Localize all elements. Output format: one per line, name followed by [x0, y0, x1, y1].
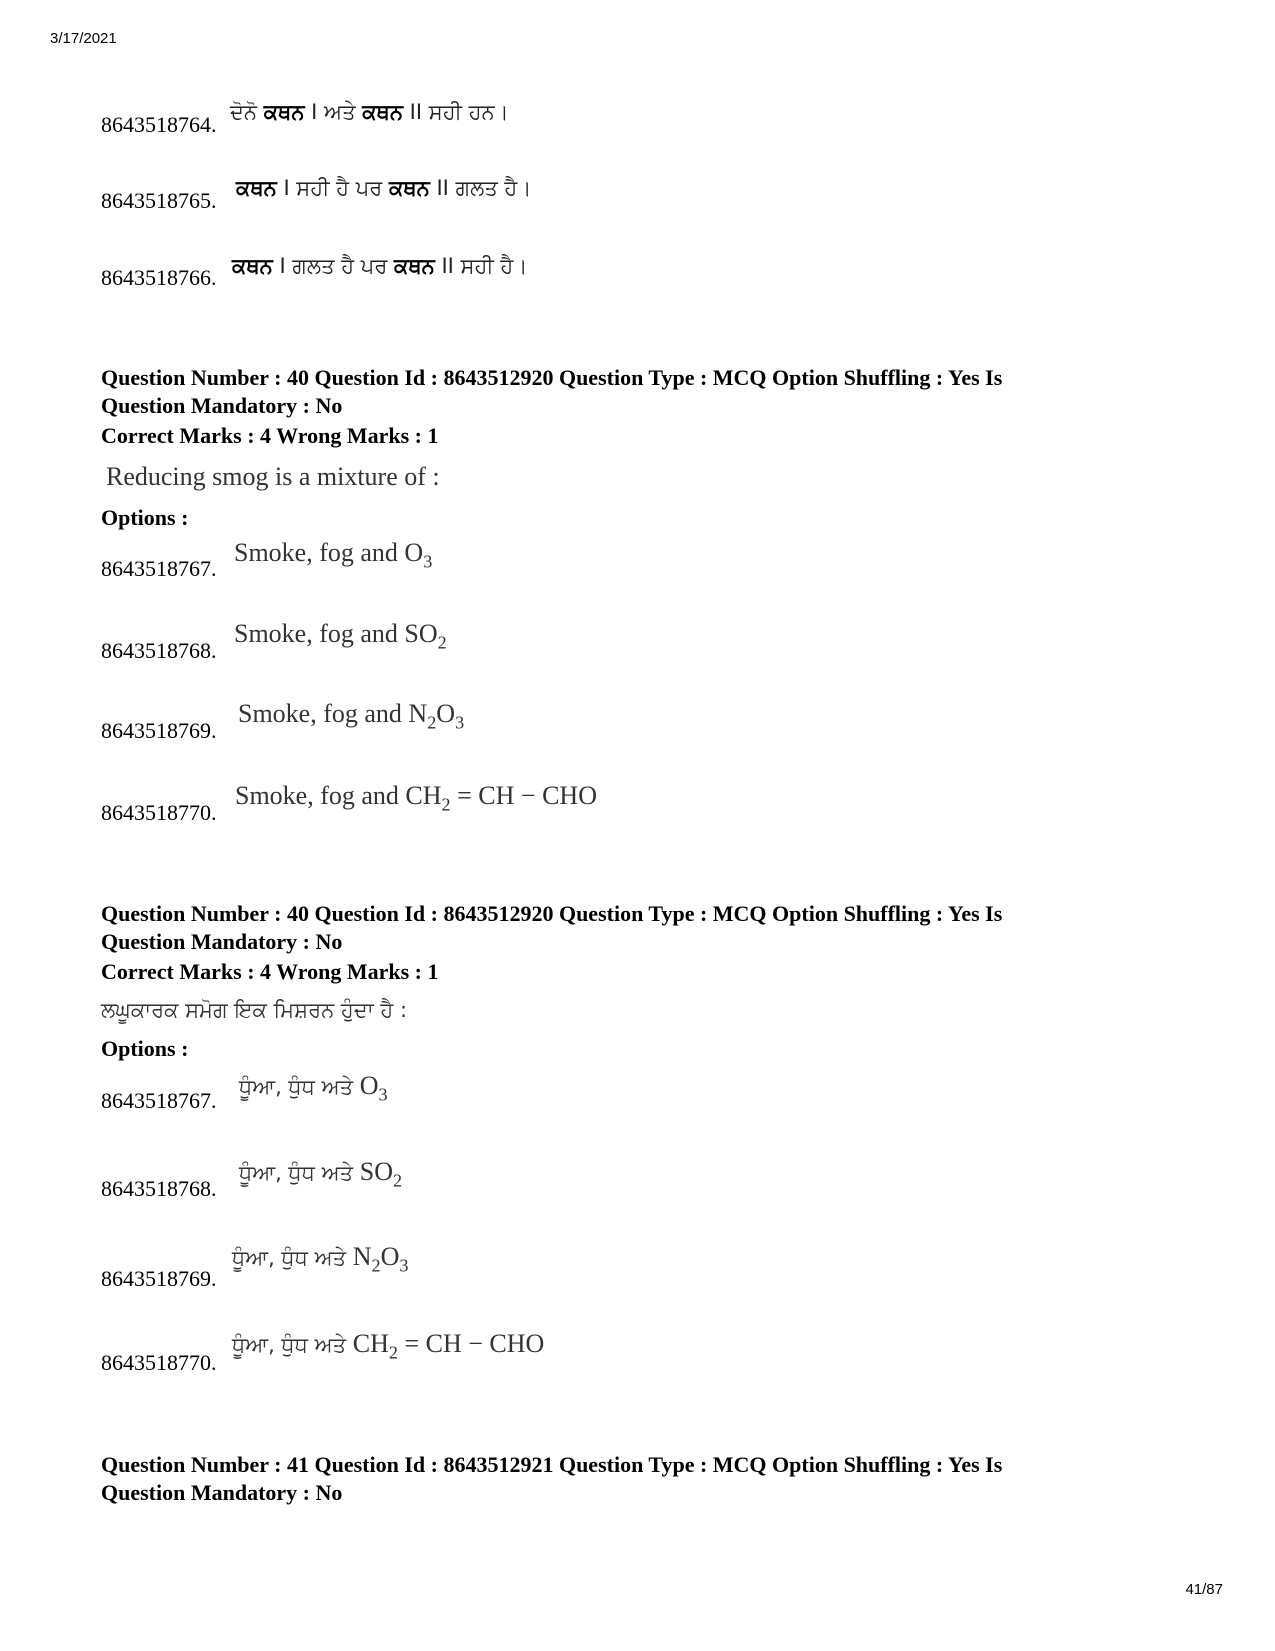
option-id: 8643518769.	[101, 1266, 217, 1291]
option-text: Smoke, fog and $CH_2$ = CH − CHO	[235, 781, 597, 815]
question-marks: Correct Marks : 4 Wrong Marks : 1	[101, 959, 439, 984]
option-text: Smoke, fog and $N_2O_3$	[238, 699, 465, 733]
option-text: ਧੂੰਆ, ਧੁੰਧ ਅਤੇ $CH_2$ = CH − CHO	[232, 1329, 545, 1363]
option-id: 8643518767.	[101, 1088, 217, 1113]
option-text: Smoke, fog and $SO_2$	[234, 619, 447, 653]
option-id: 8643518764.	[101, 112, 217, 137]
option-text: ਕਥਨ I ਸਹੀ ਹੈ ਪਰ ਕਥਨ II ਗਲਤ ਹੈ।	[236, 176, 532, 200]
option-id: 8643518768.	[101, 638, 217, 663]
option-id: 8643518769.	[101, 718, 217, 743]
question-header: Question Number : 40 Question Id : 8643512920 Question Type : MCQ Option Shuffling : Yes Is Question Mandatory : No	[101, 901, 1003, 954]
option-id: 8643518765.	[101, 188, 217, 213]
question-text: Reducing smog is a mixture of :	[106, 462, 440, 491]
option-text: ਕਥਨ I ਗਲਤ ਹੈ ਪਰ ਕਥਨ II ਸਹੀ ਹੈ।	[232, 254, 528, 278]
option-id: 8643518770.	[101, 800, 217, 825]
question-text: ਲਘੂਕਾਰਕ ਸਮੋਗ ਇਕ ਮਿਸ਼ਰਨ ਹੁੰਦਾ ਹੈ :	[101, 998, 408, 1022]
question-header: Question Number : 41 Question Id : 8643512921 Question Type : MCQ Option Shuffling : Yes Is Question Mandatory : No	[101, 1452, 1003, 1505]
question-marks: Correct Marks : 4 Wrong Marks : 1	[101, 423, 439, 448]
option-id: 8643518766.	[101, 265, 217, 290]
options-label: Options :	[101, 505, 189, 530]
option-text: ਧੂੰਆ, ਧੁੰਧ ਅਤੇ $SO_2$	[239, 1157, 403, 1191]
options-label: Options :	[101, 1036, 189, 1061]
print-date: 3/17/2021	[50, 30, 117, 47]
option-id: 8643518768.	[101, 1176, 217, 1201]
option-id: 8643518770.	[101, 1350, 217, 1375]
option-text: Smoke, fog and $O_3$	[234, 538, 433, 572]
question-header: Question Number : 40 Question Id : 8643512920 Question Type : MCQ Option Shuffling : Yes Is Question Mandatory : No	[101, 365, 1003, 418]
option-text: ਧੂੰਆ, ਧੁੰਧ ਅਤੇ $N_2O_3$	[232, 1242, 409, 1276]
option-id: 8643518767.	[101, 556, 217, 581]
option-text: ਧੂੰਆ, ਧੁੰਧ ਅਤੇ $O_3$	[239, 1071, 388, 1105]
page-number: 41/87	[1185, 1581, 1223, 1598]
option-text: ਦੋਨੋ ਕਥਨ I ਅਤੇ ਕਥਨ II ਸਹੀ ਹਨ।	[230, 100, 509, 124]
